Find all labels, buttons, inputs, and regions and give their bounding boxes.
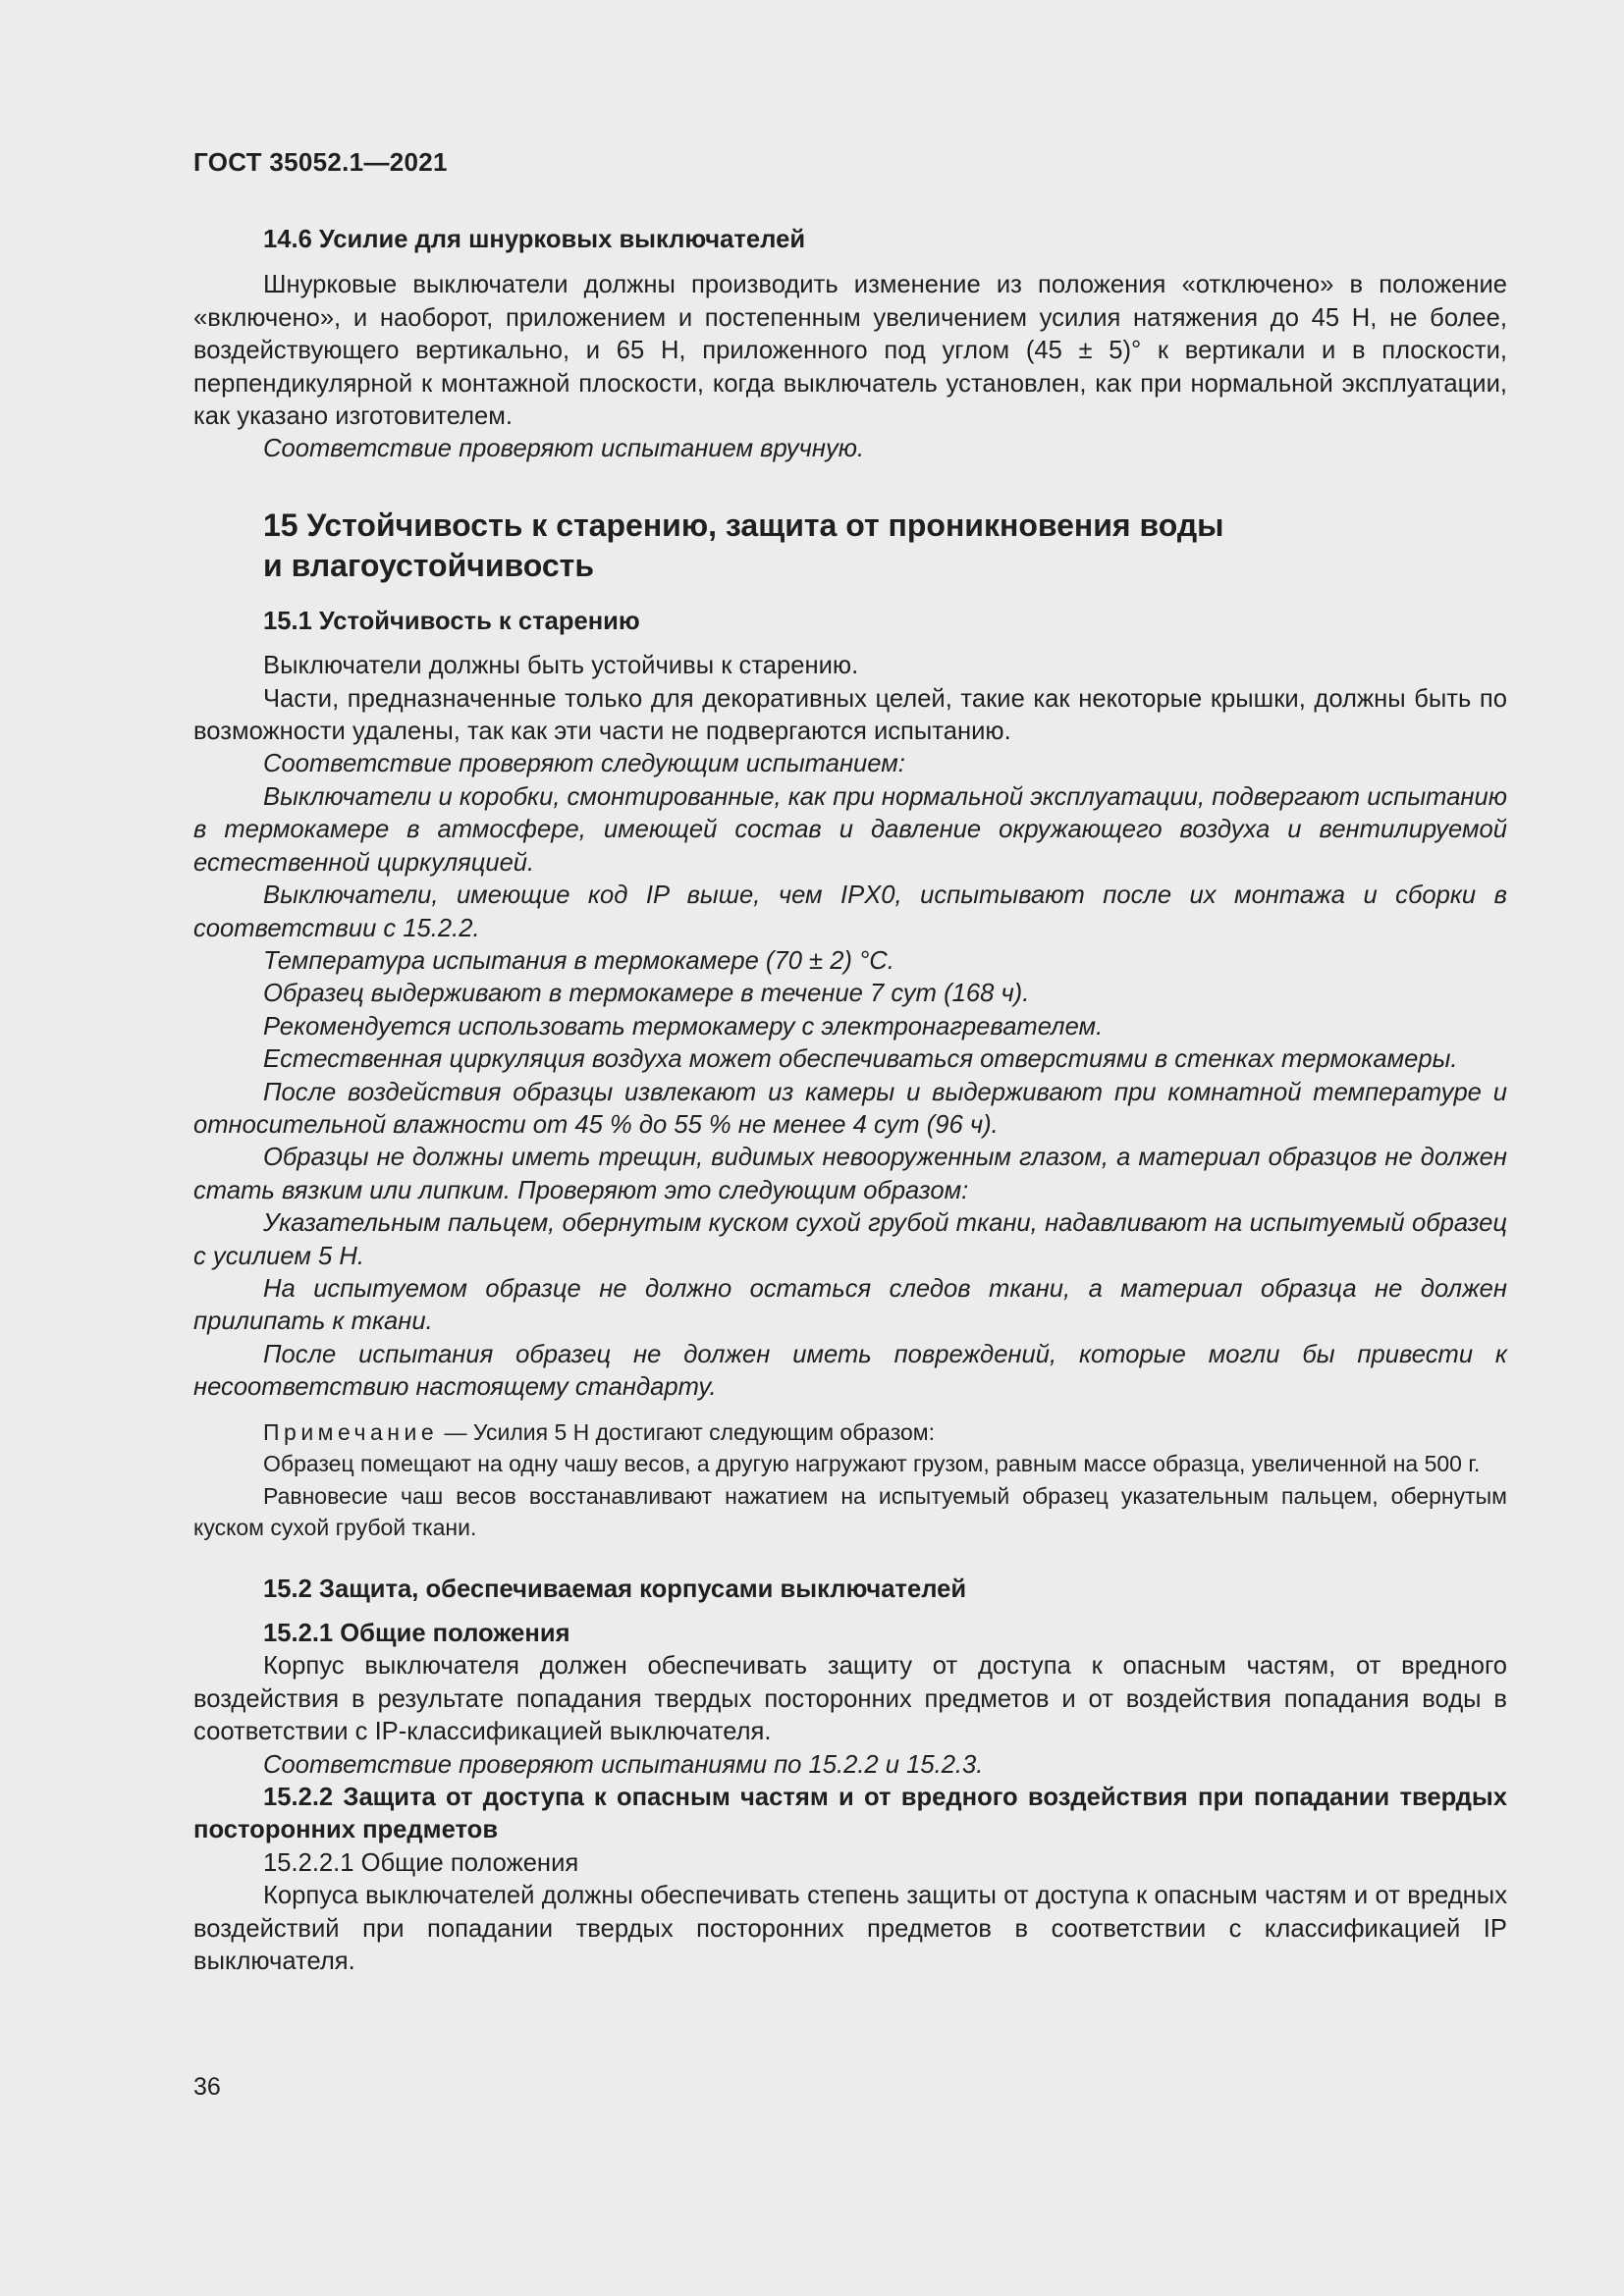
paragraph: Корпус выключателя должен обеспечивать защиту от доступа к опасным частям, от вредного воздействия в результате попадания твердых посторонних предметов и от воздействия попадания воды в соответствии с IP-классификацией выключателя.	[193, 1652, 1507, 1746]
paragraph: Выключатели должны быть устойчивы к старению.	[263, 652, 859, 680]
paragraph: На испытуемом образце не должно остаться следов ткани, а материал образца не должен прилипать к ткани.	[193, 1274, 1507, 1336]
paragraph: Соответствие проверяют испытаниями по 15.2.2 и 15.2.3.	[263, 1750, 984, 1779]
paragraph: Выключатели, имеющие код IP выше, чем IPX0, испытывают после их монтажа и сборки в соответствии с 15.2.2.	[193, 881, 1507, 942]
note-block	[193, 1416, 1507, 1544]
paragraph: Соответствие проверяют следующим испытанием:	[263, 750, 905, 778]
page-number: 36	[193, 2073, 221, 2101]
section-15-2-heading: 15.2 Защита, обеспечиваемая корпусами выключателей	[263, 1575, 967, 1603]
paragraph: Части, предназначенные только для декоративных целей, такие как некоторые крышки, должны быть по возможности удалены, так как эти части не подвергаются испытанию.	[193, 684, 1507, 746]
note-lead-text: — Усилия 5 Н достигают следующим образом:	[438, 1418, 935, 1445]
paragraph: Естественная циркуляция воздуха может обеспечиваться отверстиями в стенках термокамеры.	[263, 1045, 1458, 1074]
paragraph: Соответствие проверяют испытанием вручную.	[263, 435, 865, 463]
paragraph: Корпуса выключателей должны обеспечивать степень защиты от доступа к опасным частям и от вредных воздействий при попадании твердых посторонних предметов в соответствии с классификацией IP выключателя.	[193, 1882, 1507, 1976]
paragraph: Температура испытания в термокамере (70 ± 2) °C.	[263, 946, 894, 975]
section-15-1-heading: 15.1 Устойчивость к старению	[263, 607, 640, 635]
section-15-heading-line2: и влагоустойчивость	[263, 547, 594, 583]
document-header: ГОСТ 35052.1—2021	[193, 147, 448, 177]
note-paragraph: Образец помещают на одну чашу весов, а другую нагружают грузом, равным массе образца, увеличенной на 500 г.	[263, 1451, 1481, 1477]
section-15-heading-line1: 15 Устойчивость к старению, защита от проникновения воды	[263, 507, 1224, 543]
note-lead	[193, 1416, 1507, 1449]
section-15-2-2-heading: 15.2.2 Защита от доступа к опасным частям и от вредного воздействия при попадании твердых посторонних предметов	[193, 1784, 1507, 1844]
note-paragraph: Равновесие чаш весов восстанавливают нажатием на испытуемый образец указательным пальцем, обернутым куском сухой грубой ткани.	[193, 1482, 1507, 1541]
document-body	[193, 224, 1507, 1978]
section-14-6-heading: 14.6 Усилие для шнурковых выключателей	[263, 226, 806, 253]
paragraph: После испытания образец не должен иметь повреждений, которые могли бы привести к несоответствию настоящему стандарту.	[193, 1340, 1507, 1402]
paragraph: После воздействия образцы извлекают из камеры и выдерживают при комнатной температуре и относительной влажности от 45 % до 55 % не менее 4 сут (96 ч).	[193, 1078, 1507, 1139]
paragraph: Образец выдерживают в термокамере в течение 7 сут (168 ч).	[263, 980, 1030, 1008]
paragraph: Выключатели и коробки, смонтированные, как при нормальной эксплуатации, подвергают испытанию в термокамере в атмосфере, имеющей состав и давление окружающего воздуха и вентилируемой естественной циркуляцией.	[193, 782, 1507, 877]
section-15-heading	[193, 506, 1507, 586]
paragraph: Указательным пальцем, обернутым куском сухой грубой ткани, надавливают на испытуемый образец с усилием 5 Н.	[193, 1209, 1507, 1270]
section-15-2-1-heading: 15.2.1 Общие положения	[263, 1620, 570, 1647]
paragraph: Шнурковые выключатели должны производить изменение из положения «отключено» в положение «включено», и наоборот, приложением и постепенным увеличением усилия натяжения до 45 Н, не более, воздействующего вертикально, и 65 Н, приложенного под углом (45 ± 5)° к вертикали и в плоскости, перпендикулярной к монтажной плоскости, когда выключатель установлен, как при нормальной эксплуатации, как указано изготовителем.	[193, 271, 1507, 431]
paragraph: Рекомендуется использовать термокамеру с электронагревателем.	[263, 1012, 1104, 1041]
paragraph: Образцы не должны иметь трещин, видимых невооруженным глазом, а материал образцов не должен стать вязким или липким. Проверяют это следующим образом:	[193, 1144, 1507, 1204]
section-15-2-2-1-heading: 15.2.2.1 Общие положения	[263, 1848, 579, 1877]
note-label: Примечание	[263, 1418, 439, 1445]
